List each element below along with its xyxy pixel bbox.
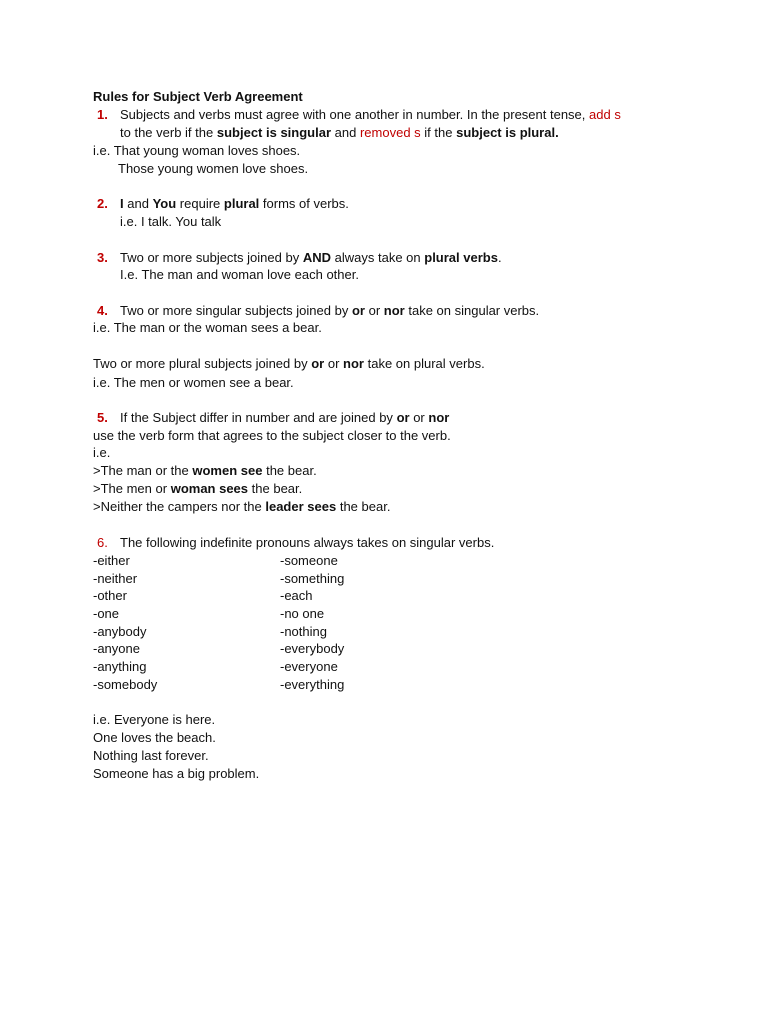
rule-2-text: require	[179, 196, 221, 211]
pronoun-col-1-item: -anybody	[93, 624, 147, 639]
rule-4-bold: or	[351, 303, 365, 318]
rule-1-line-1	[120, 106, 621, 124]
rule-3-text: always take on	[334, 250, 421, 265]
rule-5-example-text: >The men or	[93, 481, 168, 496]
pronoun-col-2-item: -something	[280, 571, 345, 586]
rule-1-bold-singular: subject is singular	[216, 125, 332, 140]
rule-1-text-part: to the verb if the	[120, 125, 214, 140]
pronoun-col-2-item: -each	[280, 588, 313, 603]
pronoun-col-1-item: -either	[93, 553, 130, 568]
rule-5-text: or	[413, 410, 425, 425]
rule-5-example-text: the bear.	[266, 463, 317, 478]
pronoun-col-2-item: -nothing	[280, 624, 327, 639]
rule-4-plural-text: or	[327, 356, 340, 371]
rule-4-text: take on singular verbs.	[408, 303, 540, 318]
rule-1-example-2: Those young women love shoes.	[118, 161, 309, 176]
rule-5-example-2	[93, 480, 302, 498]
rule-3-bold: AND	[302, 250, 331, 265]
rule-3-bold: plural verbs	[424, 250, 498, 265]
rule-4-number: 4.	[97, 303, 108, 318]
rule-5-number: 5.	[97, 410, 108, 425]
pronoun-col-2-item: -everything	[280, 677, 345, 692]
rule-3-line	[120, 249, 502, 267]
rule-5-example-bold: women see	[192, 463, 263, 478]
rule-5-line-1	[120, 409, 449, 427]
rule-5-example-text: the bear.	[339, 499, 391, 514]
pronoun-col-1-item: -one	[93, 606, 120, 621]
rule-5-example-3	[93, 498, 390, 516]
pronoun-col-2-item: -someone	[280, 553, 338, 568]
rule-2-text: forms of verbs.	[262, 196, 349, 211]
pronoun-col-2-item: -everyone	[280, 659, 338, 674]
rule-5-example-text: the bear.	[251, 481, 303, 496]
rule-1-example-1: i.e. That young woman loves shoes.	[93, 143, 301, 158]
rule-5-example-1	[93, 462, 317, 480]
rule-6-number: 6.	[97, 535, 108, 550]
page-title: Rules for Subject Verb Agreement	[93, 89, 303, 104]
pronoun-col-1-item: -other	[93, 588, 127, 603]
rule-1-text-part: and	[334, 125, 357, 140]
rule-3-number: 3.	[97, 250, 108, 265]
rule-4-plural-bold: nor	[343, 356, 364, 371]
rule-1-line-2	[120, 124, 559, 142]
pronoun-col-2-item: -everybody	[280, 641, 345, 656]
rule-3-example: I.e. The man and woman love each other.	[120, 267, 359, 282]
rule-5-example-bold: leader sees	[265, 499, 337, 514]
rule-2-text: and	[127, 196, 149, 211]
rule-4-plural-text: take on plural verbs.	[367, 356, 485, 371]
rule-3-text: Two or more subjects joined by	[120, 250, 300, 265]
rule-6-example: Nothing last forever.	[93, 748, 209, 763]
pronoun-col-1-item: -anything	[93, 659, 147, 674]
rule-2-bold: plural	[223, 196, 260, 211]
rule-5-example-text: >The man or the	[93, 463, 189, 478]
pronoun-col-1-item: -somebody	[93, 677, 158, 692]
rule-6-example: i.e. Everyone is here.	[93, 712, 216, 727]
rule-1-bold-plural: subject is plural.	[456, 125, 559, 140]
rule-5-bold: or	[396, 410, 410, 425]
rule-4-text: or	[368, 303, 381, 318]
rule-4-example: i.e. The man or the woman sees a bear.	[93, 320, 322, 335]
rule-5-example-bold: woman sees	[170, 481, 249, 496]
pronoun-col-2-item: -no one	[280, 606, 325, 621]
rule-6-example: One loves the beach.	[93, 730, 216, 745]
rule-4-line	[120, 302, 539, 320]
rule-1-highlight-add-s: add s	[589, 107, 621, 122]
rule-2-number: 2.	[97, 196, 108, 211]
rule-4-bold: nor	[383, 303, 405, 318]
rule-5-ie: i.e.	[93, 445, 111, 460]
rule-3-text: .	[497, 250, 502, 265]
rule-2-bold: You	[152, 196, 177, 211]
rule-2-example: i.e. I talk. You talk	[120, 214, 222, 229]
rule-2-line	[120, 195, 349, 213]
rule-1-text: Subjects and verbs must agree with one another in number. In the present tense,	[120, 107, 586, 122]
rule-6-example: Someone has a big problem.	[93, 766, 260, 781]
rule-5-example-text: >Neither the campers nor the	[93, 499, 262, 514]
rule-4-plural-text: Two or more plural subjects joined by	[93, 356, 308, 371]
rule-1-highlight-removed-s: removed s	[359, 125, 421, 140]
pronoun-col-1-item: -neither	[93, 571, 138, 586]
rule-4-plural-line	[93, 355, 485, 373]
rule-5-text: If the Subject differ in number and are joined by	[120, 410, 393, 425]
rule-5-line-2: use the verb form that agrees to the subject closer to the verb.	[93, 428, 451, 443]
rule-5-bold: nor	[428, 410, 450, 425]
pronoun-col-1-item: -anyone	[93, 641, 140, 656]
rule-1-number: 1.	[97, 107, 108, 122]
rule-4-plural-bold: or	[311, 356, 325, 371]
rule-6-line: The following indefinite pronouns always takes on singular verbs.	[120, 535, 495, 550]
rule-2-bold: I	[120, 196, 124, 211]
rule-4-plural-example: i.e. The men or women see a bear.	[93, 375, 294, 390]
rule-4-text: Two or more singular subjects joined by	[120, 303, 349, 318]
rule-1-text-part: if the	[424, 125, 453, 140]
